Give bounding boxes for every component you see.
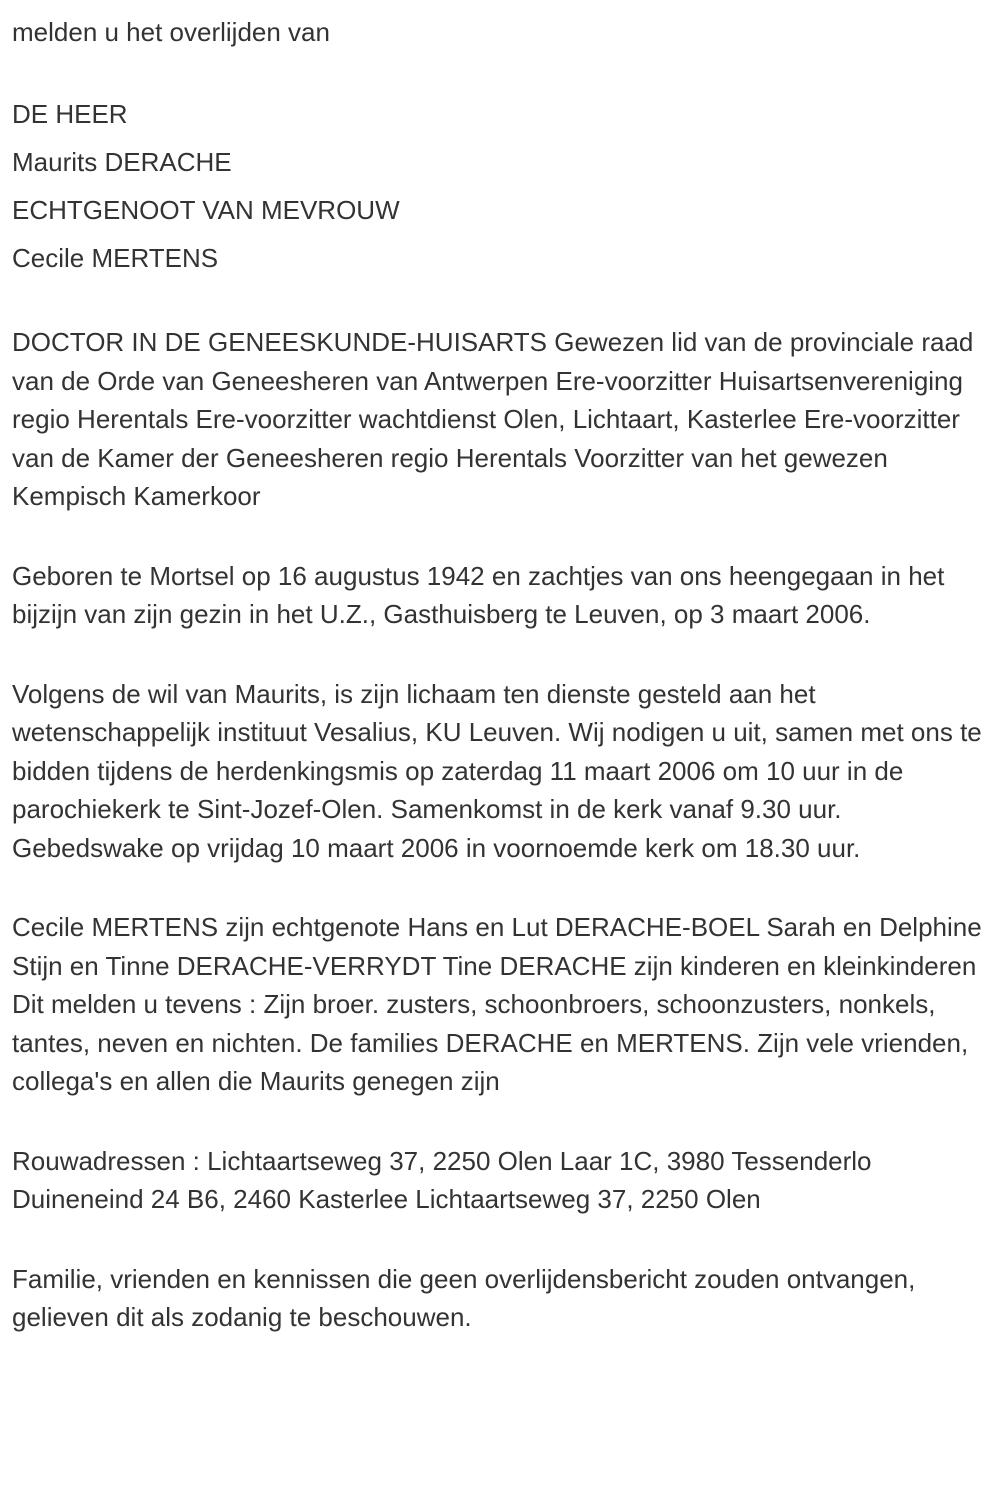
mourning-addresses-paragraph: Rouwadressen : Lichtaartseweg 37, 2250 Olen Laar 1C, 3980 Tessenderlo Duineneind 24 B6, 2460 Kasterlee Lichtaartseweg 37, 2250 Olen [12,1145,872,1214]
family-paragraph: Cecile MERTENS zijn echtgenote Hans en Lut DERACHE-BOEL Sarah en Delphine Stijn en Tinne DERACHE-VERRYDT Tine DERACHE zijn kinderen en kleinkinderen Dit melden u tevens : Zijn broer. zusters, schoonbroers, schoonzusters, nonkels, tantes, neven en nichten. De families DERACHE en MERTENS. Zijn vele vrienden, collega's en allen die Maurits genegen zijn [12,912,982,1096]
closing-paragraph: Familie, vrienden en kennissen die geen overlijdensbericht zouden ontvangen, gelieven dit als zodanig te beschouwen. [12,1263,916,1332]
deceased-name: Maurits DERACHE [12,147,232,177]
service-details-paragraph: Volgens de wil van Maurits, is zijn lichaam ten dienste gesteld aan het wetenschappelijk instituut Vesalius, KU Leuven. Wij nodigen u uit, samen met ons te bidden tijdens de herdenkingsmis op zaterdag 11 maart 2006 om 10 uur in de parochiekerk te Sint-Jozef-Olen. Samenkomst in de kerk vanaf 9.30 uur. Gebedswake op vrijdag 10 maart 2006 in voornoemde kerk om 18.30 uur. [12,678,982,863]
spouse-title-line: ECHTGENOOT VAN MEVROUW [12,195,400,225]
intro-line: melden u het overlijden van [12,17,330,47]
titles-paragraph: DOCTOR IN DE GENEESKUNDE-HUISARTS Gewezen lid van de provinciale raad van de Orde van Geneesheren van Antwerpen Ere-voorzitter Huisartsenvereniging regio Herentals Ere-voorzitter wachtdienst Olen, Lichtaart, Kasterlee Ere-voorzitter van de Kamer der Geneesheren regio Herentals Voorzitter van het gewezen Kempisch Kamerkoor [12,327,974,511]
deceased-header [12,90,984,282]
salutation-line: DE HEER [12,99,128,129]
spouse-name: Cecile MERTENS [12,243,219,273]
death-details-paragraph: Geboren te Mortsel op 16 augustus 1942 en zachtjes van ons heengegaan in het bijzijn van zijn gezin in het U.Z., Gasthuisberg te Leuven, op 3 maart 2006. [12,560,945,629]
